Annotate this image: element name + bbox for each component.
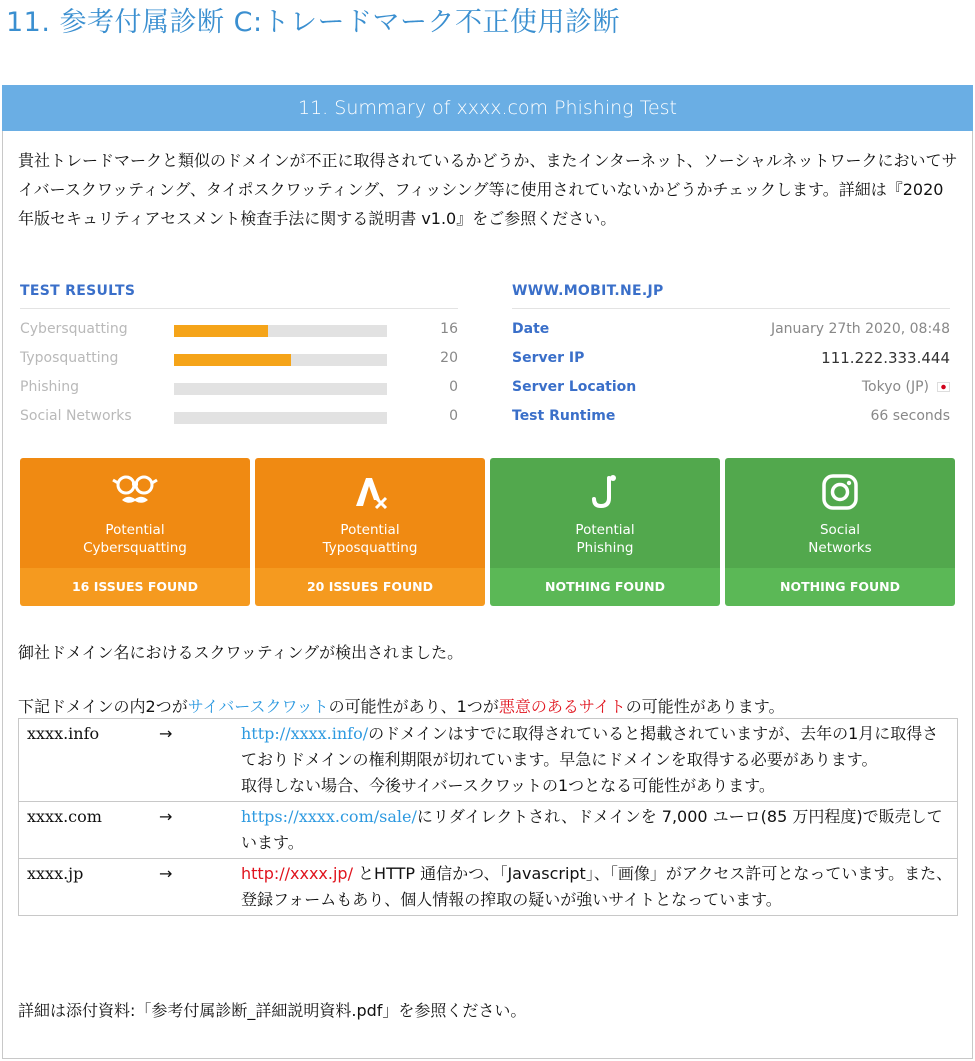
test-results-heading: TEST RESULTS xyxy=(20,283,136,299)
text-format-clear-icon xyxy=(255,472,485,512)
arrow-cell: → xyxy=(151,802,233,859)
domain-link[interactable]: http://xxxx.info/ xyxy=(241,724,369,743)
arrow-cell: → xyxy=(151,859,233,916)
server-ip-value: 111.222.333.444 xyxy=(821,349,950,367)
card-status: NOTHING FOUND xyxy=(490,568,720,606)
card-status: 20 ISSUES FOUND xyxy=(255,568,485,606)
table-row xyxy=(19,719,958,802)
card-title-line: Networks xyxy=(808,540,872,556)
summary-segment: の可能性があり、1つが xyxy=(328,697,499,716)
card-status: 16 ISSUES FOUND xyxy=(20,568,250,606)
summary-banner: 11. Summary of xxxx.com Phishing Test xyxy=(2,85,973,131)
instagram-icon xyxy=(725,472,955,512)
result-label: Typosquatting xyxy=(20,350,119,366)
intro-paragraph: 貴社トレードマークと類似のドメインが不正に取得されているかどうか、またインターネット、ソーシャルネットワークにおいてサイバースクワッティング、タイポスクワッティング、フィッシング等に使用されていないかどうかチェックします。詳細は『2020 年版セキュリティアセスメント検査手法に関する説明書 v1.0』をご参照ください。 xyxy=(18,151,958,228)
card-status: NOTHING FOUND xyxy=(725,568,955,606)
fishhook-icon xyxy=(490,472,720,512)
domain-cell: xxxx.info xyxy=(19,719,152,802)
domain-link[interactable]: https://xxxx.com/sale/ xyxy=(241,807,417,826)
card-phishing xyxy=(490,458,720,606)
glasses-mustache-icon xyxy=(20,472,250,512)
card-title xyxy=(20,521,250,557)
site-divider xyxy=(512,308,950,309)
result-count: 0 xyxy=(449,379,458,395)
date-value: January 27th 2020, 08:48 xyxy=(770,321,950,337)
result-bar xyxy=(174,325,387,337)
result-bar xyxy=(174,383,387,395)
detected-text: 御社ドメイン名におけるスクワッティングが検出されました。 xyxy=(18,643,464,662)
result-label: Phishing xyxy=(20,379,80,395)
card-title-line: Potential xyxy=(575,522,635,538)
card-title-line: Potential xyxy=(105,522,165,538)
description-text: とHTTP 通信かつ、「Javascript」、「画像」がアクセス許可となっています。また、登録フォームもあり、個人情報の搾取の疑いが強いサイトとなっています。 xyxy=(241,864,953,909)
description-text: のドメインはすでに取得されていると掲載されていますが、去年の1月に取得さておりドメインの権利期限が切れています。早急にドメインを取得する必要があります。 xyxy=(241,724,939,769)
card-title xyxy=(490,521,720,557)
test-results-divider xyxy=(20,308,458,309)
description-cell xyxy=(233,802,958,859)
card-cybersquatting xyxy=(20,458,250,606)
page-title: 11. 参考付属診断 C:トレードマーク不正使用診断 xyxy=(6,7,621,38)
card-title-line: Potential xyxy=(340,522,400,538)
result-label: Social Networks xyxy=(20,408,132,424)
server-ip-label: Server IP xyxy=(512,350,585,366)
japan-flag-icon xyxy=(937,382,950,392)
date-label: Date xyxy=(512,321,550,337)
result-count: 0 xyxy=(449,408,458,424)
card-title xyxy=(255,521,485,557)
test-runtime-value: 66 seconds xyxy=(870,408,950,424)
summary-text xyxy=(18,694,784,717)
server-location-value xyxy=(862,379,950,395)
footer-note: 詳細は添付資料:「参考付属診断_詳細説明資料.pdf」を参照ください。 xyxy=(18,1001,527,1020)
result-bar xyxy=(174,354,387,366)
site-heading: WWW.MOBIT.NE.JP xyxy=(512,283,664,299)
card-typosquatting xyxy=(255,458,485,606)
domain-table xyxy=(18,718,958,916)
summary-highlight-cybersquat: サイバースクワット xyxy=(187,697,329,716)
result-label: Cybersquatting xyxy=(20,321,128,337)
result-bar-fill xyxy=(174,325,268,337)
test-runtime-label: Test Runtime xyxy=(512,408,616,424)
card-title-line: Phishing xyxy=(576,540,634,556)
description-cell xyxy=(233,719,958,802)
result-count: 16 xyxy=(440,321,458,337)
result-bar xyxy=(174,412,387,424)
summary-segment: の可能性があります。 xyxy=(625,697,785,716)
card-title-line: Cybersquatting xyxy=(83,540,187,556)
table-row xyxy=(19,859,958,916)
summary-highlight-malicious: 悪意のあるサイト xyxy=(498,697,626,716)
card-title-line: Typosquatting xyxy=(322,540,418,556)
table-row xyxy=(19,802,958,859)
description-text: 取得しない場合、今後サイバースクワットの1つとなる可能性があります。 xyxy=(241,776,775,795)
result-count: 20 xyxy=(440,350,458,366)
result-bar-fill xyxy=(174,354,291,366)
description-text: にリダイレクトされ、ドメインを 7,000 ユーロ(85 万円程度)で販売しています。 xyxy=(241,807,943,852)
card-title-line: Social xyxy=(819,522,861,538)
server-location-label: Server Location xyxy=(512,379,637,395)
domain-cell: xxxx.com xyxy=(19,802,152,859)
card-title xyxy=(725,521,955,557)
server-location-text: Tokyo (JP) xyxy=(861,379,929,395)
domain-cell: xxxx.jp xyxy=(19,859,152,916)
summary-segment: 下記ドメインの内2つが xyxy=(18,697,188,716)
arrow-cell: → xyxy=(151,719,233,802)
card-social-networks xyxy=(725,458,955,606)
description-cell xyxy=(233,859,958,916)
domain-link[interactable]: http://xxxx.jp/ xyxy=(241,864,353,883)
